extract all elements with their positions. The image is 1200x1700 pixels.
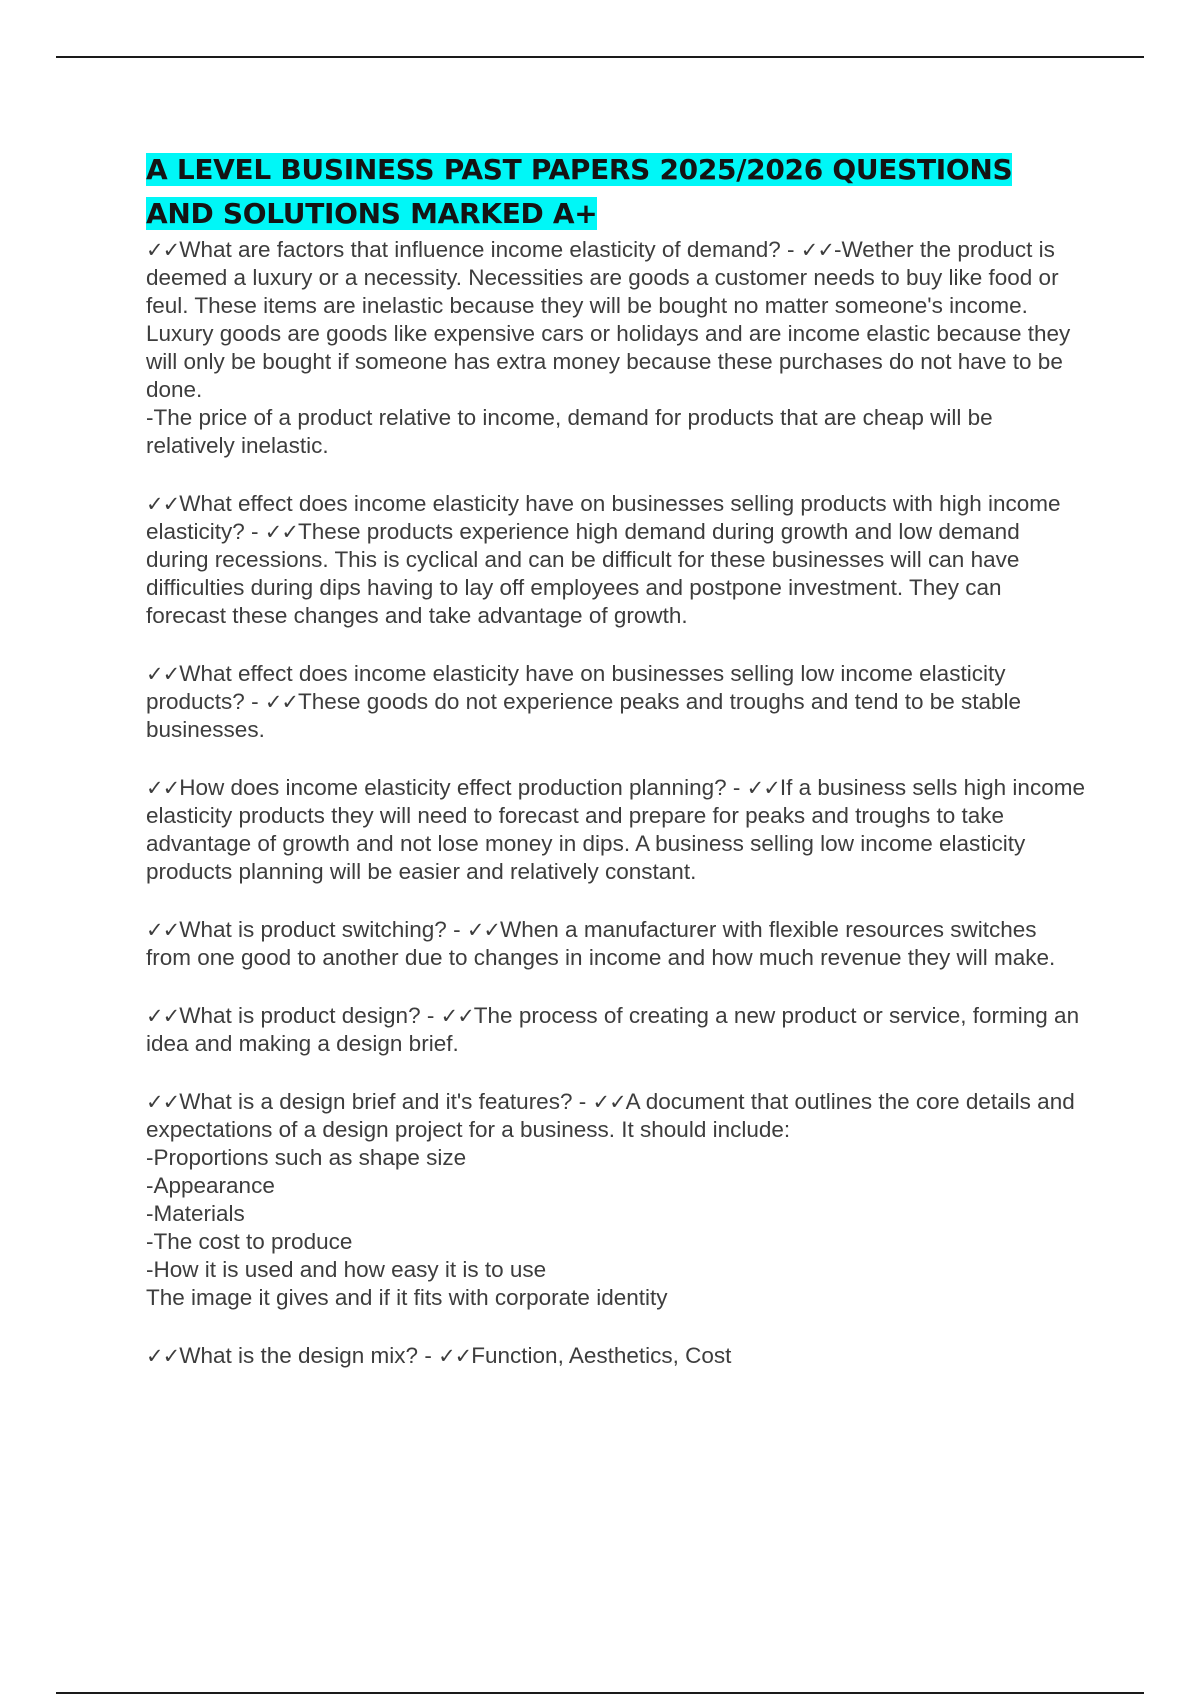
check-mark-icon: ✓✓: [592, 1090, 626, 1114]
qa-paragraph: [146, 1342, 1086, 1370]
qa-paragraph: [146, 660, 1086, 744]
answer-line: A document that outlines the core details and expectations of a design project for a business. It should include:: [146, 1089, 1075, 1142]
qa-item: [146, 490, 1086, 630]
check-mark-icon: ✓✓: [264, 520, 298, 544]
check-mark-icon: ✓✓: [146, 776, 180, 800]
check-mark-icon: ✓✓: [146, 918, 180, 942]
qa-item: [146, 916, 1086, 972]
check-mark-icon: ✓✓: [146, 492, 180, 516]
answer-line: -Proportions such as shape size: [146, 1145, 467, 1170]
answer-line: -Materials: [146, 1201, 245, 1226]
header-rule: [56, 56, 1144, 58]
qa-paragraph: [146, 490, 1086, 630]
answer-line: When a manufacturer with flexible resources switches from one good to another due to changes in income and how much revenue they will make.: [146, 917, 1056, 970]
question-text: What effect does income elasticity have on businesses selling products with high income elasticity?: [146, 491, 1061, 544]
check-mark-icon: ✓✓: [264, 690, 299, 714]
check-mark-icon: ✓✓: [466, 918, 501, 942]
answer-line: -The cost to produce: [146, 1229, 353, 1254]
question-text: How does income elasticity effect production planning?: [179, 775, 727, 800]
check-mark-icon: ✓✓: [146, 662, 180, 686]
qa-paragraph: [146, 1002, 1086, 1058]
separator: -: [244, 689, 265, 714]
check-mark-icon: ✓✓: [146, 238, 180, 262]
question-text: What is product design?: [179, 1003, 421, 1028]
answer-line: -Wether the product is deemed a luxury or a necessity. Necessities are goods a customer needs to buy like food or feul. These items are inelastic because they will be bought no matter someone's income. Luxury goods are goods like expensive cars or holidays and are income elastic because they will only be bought if someone has extra money because these purchases do not have to be done.: [146, 237, 1071, 402]
check-mark-icon: ✓✓: [438, 1344, 472, 1368]
separator: -: [420, 1003, 441, 1028]
check-mark-icon: ✓✓: [800, 238, 834, 262]
answer-line: -The price of a product relative to income, demand for products that are cheap will be relatively inelastic.: [146, 405, 993, 458]
qa-paragraph: [146, 774, 1086, 886]
answer-line: -How it is used and how easy it is to use: [146, 1257, 547, 1282]
answer-line: The process of creating a new product or service, forming an idea and making a design brief.: [146, 1003, 1080, 1056]
separator: -: [244, 519, 265, 544]
separator: -: [726, 775, 747, 800]
question-text: What is product switching?: [179, 917, 447, 942]
qa-paragraph: [146, 236, 1086, 460]
qa-item: [146, 1342, 1086, 1370]
qa-item: [146, 1088, 1086, 1312]
qa-paragraph: [146, 916, 1086, 972]
qa-item: [146, 236, 1086, 460]
answer-line: If a business sells high income elasticity products they will need to forecast and prepare for peaks and troughs to take advantage of growth and not lose money in dips. A business selling low income elasticity products planning will be easier and relatively constant.: [146, 775, 1085, 884]
question-text: What is a design brief and it's features?: [179, 1089, 573, 1114]
document-body: [146, 148, 1086, 1400]
qa-list: [146, 236, 1086, 1370]
question-text: What is the design mix?: [179, 1343, 419, 1368]
question-text: What are factors that influence income elasticity of demand?: [179, 237, 781, 262]
answer-line: These goods do not experience peaks and troughs and tend to be stable businesses.: [146, 689, 1022, 742]
check-mark-icon: ✓✓: [146, 1004, 180, 1028]
separator: -: [446, 917, 467, 942]
footer-rule: [56, 1692, 1144, 1694]
check-mark-icon: ✓✓: [146, 1090, 180, 1114]
question-text: What effect does income elasticity have on businesses selling low income elasticity products?: [146, 661, 1006, 714]
separator: -: [780, 237, 801, 262]
answer-line: Function, Aesthetics, Cost: [471, 1343, 732, 1368]
check-mark-icon: ✓✓: [746, 776, 780, 800]
check-mark-icon: ✓✓: [440, 1004, 474, 1028]
answer-line: These products experience high demand during growth and low demand during recessions. This is cyclical and can be difficult for these businesses will can have difficulties during dips having to lay off employees and postpone investment. They can forecast these changes and take advantage of growth.: [146, 519, 1020, 628]
check-mark-icon: ✓✓: [146, 1344, 180, 1368]
qa-item: [146, 774, 1086, 886]
answer-line: -Appearance: [146, 1173, 275, 1198]
separator: -: [418, 1343, 439, 1368]
separator: -: [572, 1089, 593, 1114]
qa-item: [146, 660, 1086, 744]
document-title: [146, 148, 1086, 236]
document-title-text: A LEVEL BUSINESS PAST PAPERS 2025/2026 QUESTIONS AND SOLUTIONS MARKED A+: [146, 153, 1013, 230]
qa-item: [146, 1002, 1086, 1058]
qa-paragraph: [146, 1088, 1086, 1312]
answer-line: The image it gives and if it fits with corporate identity: [146, 1285, 668, 1310]
